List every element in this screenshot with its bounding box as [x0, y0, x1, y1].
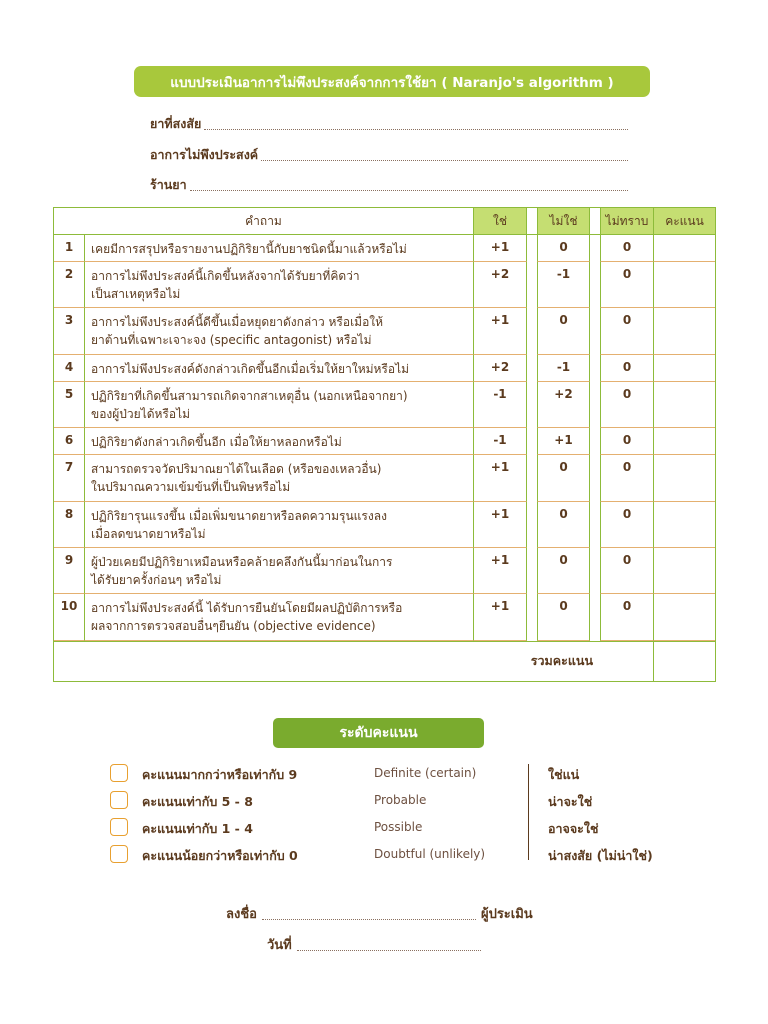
yes-score-option[interactable]: +1 [474, 308, 527, 354]
level-range: คะแนนมากกว่าหรือเท่ากับ 9 [142, 767, 298, 782]
table-row [54, 594, 715, 640]
unknown-score-option[interactable]: 0 [600, 355, 653, 382]
date-row [267, 935, 486, 955]
level-checkbox[interactable] [110, 845, 128, 863]
question-number: 9 [54, 548, 85, 594]
naranjo-table [53, 207, 716, 682]
level-english: Doubtful (unlikely) [374, 847, 486, 861]
no-score-option[interactable]: 0 [537, 308, 590, 354]
header-unknown: ไม่ทราบ [600, 208, 653, 235]
signature-row [226, 904, 533, 924]
no-score-option[interactable]: -1 [537, 355, 590, 382]
question-line-1: ผู้ป่วยเคยมีปฏิกิริยาเหมือนหรือคล้ายคลึงกันนี้มาก่อนในการ [91, 555, 393, 569]
suspected-drug-label: ยาที่สงสัย [150, 116, 202, 131]
unknown-score-option[interactable]: 0 [600, 455, 653, 501]
score-cell[interactable] [653, 355, 715, 382]
level-checkbox[interactable] [110, 791, 128, 809]
level-range: คะแนนเท่ากับ 1 - 4 [142, 821, 253, 836]
question-text [85, 308, 474, 354]
question-line-1: เคยมีการสรุปหรือรายงานปฏิกิริยานี้กับยาชนิดนี้มาแล้วหรือไม่ [91, 242, 407, 256]
level-range: คะแนนน้อยกว่าหรือเท่ากับ 0 [142, 848, 298, 863]
question-text [85, 502, 474, 548]
question-text [85, 594, 474, 640]
unknown-score-option[interactable]: 0 [600, 308, 653, 354]
question-number: 4 [54, 355, 85, 382]
level-result: น่าจะใช่ [548, 794, 593, 809]
suspected-drug-line[interactable] [204, 129, 628, 130]
no-score-option[interactable]: +1 [537, 428, 590, 455]
score-cell[interactable] [653, 594, 715, 640]
score-cell[interactable] [653, 428, 715, 455]
table-row [54, 428, 715, 455]
question-text [85, 428, 474, 455]
no-score-option[interactable]: 0 [537, 455, 590, 501]
question-line-2: เป็นสาเหตุหรือไม่ [91, 287, 181, 302]
question-text [85, 455, 474, 501]
question-line-1: อาการไม่พึงประสงค์นี้ดีขึ้นเมื่อหยุดยาดังกล่าว หรือเมื่อให้ [91, 315, 384, 330]
header-score: คะแนน [653, 208, 715, 235]
level-english: Definite (certain) [374, 766, 477, 780]
question-line-1: ปฏิกิริยาที่เกิดขึ้นสามารถเกิดจากสาเหตุอื่น (นอกเหนือจากยา) [91, 388, 408, 403]
question-text [85, 355, 474, 382]
question-line-1: อาการไม่พึงประสงค์ดังกล่าวเกิดขึ้นอีกเมื่อเริ่มให้ยาใหม่หรือไม่ [91, 361, 410, 376]
adr-field[interactable] [150, 145, 628, 165]
table-row [54, 308, 715, 354]
form-title: แบบประเมินอาการไม่พึงประสงค์จากการใช้ยา ( Naranjo's algorithm ) [134, 66, 650, 97]
question-text [85, 548, 474, 594]
unknown-score-option[interactable]: 0 [600, 502, 653, 548]
question-line-1: ปฏิกิริยาดังกล่าวเกิดขึ้นอีก เมื่อให้ยาหลอกหรือไม่ [91, 435, 342, 450]
yes-score-option[interactable]: -1 [474, 382, 527, 428]
score-cell[interactable] [653, 235, 715, 262]
pharmacy-label: ร้านยา [150, 177, 187, 192]
level-result: อาจจะใช่ [548, 821, 599, 836]
unknown-score-option[interactable]: 0 [600, 548, 653, 594]
score-cell[interactable] [653, 308, 715, 354]
table-row [54, 382, 715, 428]
question-line-1: สามารถตรวจวัดปริมาณยาได้ในเลือด (หรือของเหลวอื่น) [91, 462, 382, 477]
no-score-option[interactable]: 0 [537, 594, 590, 640]
sign-label: ลงชื่อ [226, 907, 257, 922]
level-range: คะแนนเท่ากับ 5 - 8 [142, 794, 253, 809]
level-row [110, 762, 670, 784]
no-score-option[interactable]: 0 [537, 548, 590, 594]
question-line-1: อาการไม่พึงประสงค์นี้เกิดขึ้นหลังจากได้รับยาที่คิดว่า [91, 269, 360, 284]
assessor-label: ผู้ประเมิน [480, 907, 533, 922]
question-number: 2 [54, 262, 85, 308]
question-line-2: ของผู้ป่วยได้หรือไม่ [91, 406, 191, 421]
question-text [85, 235, 474, 262]
question-number: 7 [54, 455, 85, 501]
yes-score-option[interactable]: +1 [474, 502, 527, 548]
unknown-score-option[interactable]: 0 [600, 428, 653, 455]
date-label: วันที่ [267, 938, 292, 953]
table-row [54, 262, 715, 308]
no-score-option[interactable]: -1 [537, 262, 590, 308]
no-score-option[interactable]: +2 [537, 382, 590, 428]
total-row [54, 641, 715, 681]
date-line[interactable] [297, 950, 481, 951]
question-line-2: ยาต้านที่เฉพาะเจาะจง (specific antagonist) หรือไม่ [91, 333, 372, 348]
adr-label: อาการไม่พึงประสงค์ [150, 147, 259, 162]
yes-score-option[interactable]: +1 [474, 548, 527, 594]
table-row [54, 455, 715, 501]
header-yes: ใช่ [474, 208, 527, 235]
yes-score-option[interactable]: +1 [474, 235, 527, 262]
question-line-2: ในปริมาณความเข้มข้นที่เป็นพิษหรือไม่ [91, 480, 291, 495]
yes-score-option[interactable]: -1 [474, 428, 527, 455]
suspected-drug-field[interactable] [150, 114, 628, 134]
header-no: ไม่ใช่ [537, 208, 590, 235]
unknown-score-option[interactable]: 0 [600, 262, 653, 308]
question-text [85, 262, 474, 308]
level-row [110, 843, 670, 865]
yes-score-option[interactable]: +2 [474, 355, 527, 382]
yes-score-option[interactable]: +1 [474, 455, 527, 501]
level-english: Possible [374, 820, 423, 834]
question-number: 8 [54, 502, 85, 548]
pharmacy-field[interactable] [150, 175, 628, 195]
unknown-score-option[interactable]: 0 [600, 594, 653, 640]
pharmacy-line[interactable] [190, 190, 628, 191]
score-cell[interactable] [653, 262, 715, 308]
level-checkbox[interactable] [110, 764, 128, 782]
header-question: คำถาม [54, 208, 474, 235]
score-cell[interactable] [653, 548, 715, 594]
level-checkbox[interactable] [110, 818, 128, 836]
question-number: 1 [54, 235, 85, 262]
question-number: 3 [54, 308, 85, 354]
table-row [54, 355, 715, 382]
level-result: น่าสงสัย (ไม่น่าใช่) [548, 848, 653, 863]
question-line-2: ผลจากการตรวจสอบอื่นๆยืนยัน (objective evidence) [91, 619, 376, 634]
level-separator [528, 764, 529, 860]
yes-score-option[interactable]: +1 [474, 594, 527, 640]
unknown-score-option[interactable]: 0 [600, 235, 653, 262]
total-label: รวมคะแนน [54, 641, 653, 681]
yes-score-option[interactable]: +2 [474, 262, 527, 308]
question-number: 5 [54, 382, 85, 428]
score-level-title: ระดับคะแนน [273, 718, 484, 748]
adr-line[interactable] [261, 160, 628, 161]
level-row [110, 816, 670, 838]
unknown-score-option[interactable]: 0 [600, 382, 653, 428]
score-cell[interactable] [653, 382, 715, 428]
question-line-1: อาการไม่พึงประสงค์นี้ ได้รับการยืนยันโดยมีผลปฏิบัติการหรือ [91, 601, 403, 616]
question-number: 6 [54, 428, 85, 455]
question-line-2: เมื่อลดขนาดยาหรือไม่ [91, 526, 206, 541]
total-score-cell[interactable] [653, 641, 715, 681]
signature-line[interactable] [262, 919, 476, 920]
no-score-option[interactable]: 0 [537, 235, 590, 262]
question-text [85, 382, 474, 428]
level-row [110, 789, 670, 811]
question-number: 10 [54, 594, 85, 640]
table-row [54, 235, 715, 262]
score-cell[interactable] [653, 455, 715, 501]
score-cell[interactable] [653, 502, 715, 548]
table-row [54, 502, 715, 548]
no-score-option[interactable]: 0 [537, 502, 590, 548]
question-line-1: ปฏิกิริยารุนแรงขึ้น เมื่อเพิ่มขนาดยาหรือลดความรุนแรงลง [91, 508, 387, 523]
level-result: ใช่แน่ [548, 767, 580, 782]
question-line-2: ได้รับยาครั้งก่อนๆ หรือไม่ [91, 573, 222, 587]
level-english: Probable [374, 793, 427, 807]
table-row [54, 548, 715, 594]
